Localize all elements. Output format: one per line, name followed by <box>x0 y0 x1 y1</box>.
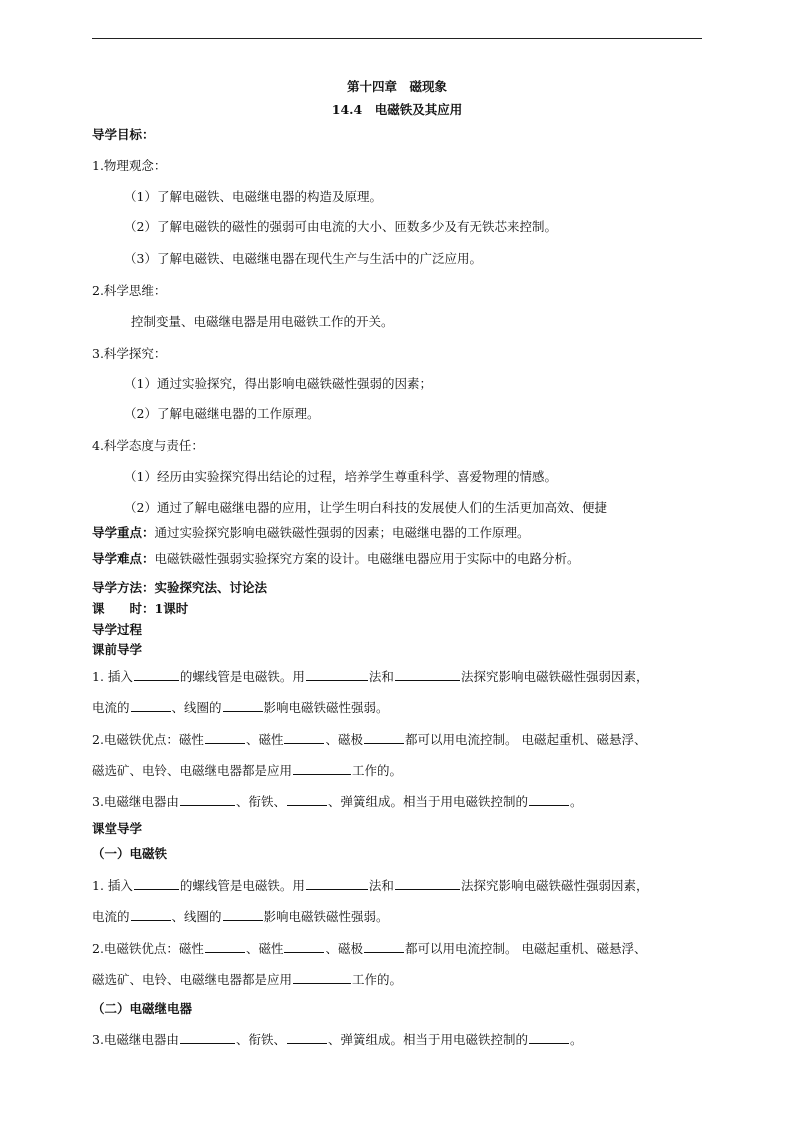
fill-blank[interactable] <box>306 876 368 890</box>
goal-4-title: 4.科学态度与责任： <box>92 438 204 453</box>
key-points-text: 通过实验探究影响电磁铁磁性强弱的因素；电磁继电器的工作原理。 <box>154 525 530 540</box>
fill-blank[interactable] <box>293 761 351 775</box>
fill-blank[interactable] <box>131 698 171 712</box>
class-q2-line2: 磁选矿、电铃、电磁继电器都是应用 工作的。 <box>92 972 403 987</box>
pre-q1-line1: 1. 插入 的螺线管是电磁铁。用 法和 法探究影响电磁铁磁性强弱因素， <box>92 669 649 684</box>
goal-1-sub-3: （3）了解电磁铁、电磁继电器在现代生产与生活中的广泛应用。 <box>124 251 482 266</box>
fill-blank[interactable] <box>529 1030 569 1044</box>
fill-blank[interactable] <box>284 939 324 953</box>
fill-blank[interactable] <box>134 876 179 890</box>
goal-3-sub-2: （2）了解电磁继电器的工作原理。 <box>124 406 320 421</box>
fill-blank[interactable] <box>205 939 245 953</box>
chapter-title: 第十四章 磁现象 <box>346 79 447 94</box>
pre-q2-line1: 2.电磁铁优点：磁性 、磁性 、磁极 都可以用电流控制。 电磁起重机、磁悬浮、 <box>92 732 647 747</box>
fill-blank[interactable] <box>223 907 263 921</box>
pre-class-heading: 课前导学 <box>92 642 143 657</box>
part1-heading: （一）电磁铁 <box>92 846 168 861</box>
fill-blank[interactable] <box>364 939 404 953</box>
class-q2-line1: 2.电磁铁优点：磁性 、磁性 、磁极 都可以用电流控制。 电磁起重机、磁悬浮、 <box>92 941 647 956</box>
goal-1-title: 1.物理观念： <box>92 158 167 173</box>
key-points <box>92 524 530 542</box>
goal-2-title: 2.科学思维： <box>92 283 167 298</box>
fill-blank[interactable] <box>287 1030 327 1044</box>
fill-blank[interactable] <box>395 876 460 890</box>
fill-blank[interactable] <box>529 792 569 806</box>
fill-blank[interactable] <box>223 698 263 712</box>
goals-heading: 导学目标： <box>92 127 155 142</box>
fill-blank[interactable] <box>284 730 324 744</box>
fill-blank[interactable] <box>180 1030 235 1044</box>
pre-q3: 3.电磁继电器由 、衔铁、 、弹簧组成。相当于用电磁铁控制的 。 <box>92 794 583 809</box>
fill-blank[interactable] <box>395 667 460 681</box>
fill-blank[interactable] <box>287 792 327 806</box>
pre-q2-line2: 磁选矿、电铃、电磁继电器都是应用 工作的。 <box>92 763 403 778</box>
in-class-heading: 课堂导学 <box>92 821 143 836</box>
class-q1-line1: 1. 插入 的螺线管是电磁铁。用 法和 法探究影响电磁铁磁性强弱因素， <box>92 878 649 893</box>
key-points-label: 导学重点： <box>92 525 155 540</box>
goal-4-sub-1: （1）经历由实验探究得出结论的过程，培养学生尊重科学、喜爱物理的情感。 <box>124 469 557 484</box>
fill-blank[interactable] <box>306 667 368 681</box>
header-rule <box>92 38 702 39</box>
section-title: 14.4 电磁铁及其应用 <box>331 102 463 117</box>
goal-1-sub-1: （1）了解电磁铁、电磁继电器的构造及原理。 <box>124 189 382 204</box>
fill-blank[interactable] <box>293 970 351 984</box>
difficulties-label: 导学难点： <box>92 551 155 566</box>
fill-blank[interactable] <box>205 730 245 744</box>
process-heading: 导学过程 <box>92 622 143 637</box>
goal-3-title: 3.科学探究： <box>92 346 167 361</box>
fill-blank[interactable] <box>134 667 179 681</box>
fill-blank[interactable] <box>364 730 404 744</box>
class-q1-line2: 电流的 、线圈的 影响电磁铁磁性强弱。 <box>92 909 389 924</box>
fill-blank[interactable] <box>131 907 171 921</box>
goal-1-sub-2: （2）了解电磁铁的磁性的强弱可由电流的大小、匝数多少及有无铁芯来控制。 <box>124 219 557 234</box>
pre-q1-line2: 电流的 、线圈的 影响电磁铁磁性强弱。 <box>92 700 389 715</box>
difficulties-text: 电磁铁磁性强弱实验探究方案的设计。电磁继电器应用于实际中的电路分析。 <box>154 551 580 566</box>
goal-3-sub-1: （1）通过实验探究，得出影响电磁铁磁性强弱的因素； <box>124 376 432 391</box>
period: 课 时：1课时 <box>92 601 189 616</box>
fill-blank[interactable] <box>180 792 235 806</box>
goal-4-sub-2: （2）通过了解电磁继电器的应用，让学生明白科技的发展使人们的生活更加高效、便捷 <box>124 500 607 515</box>
class-q3: 3.电磁继电器由 、衔铁、 、弹簧组成。相当于用电磁铁控制的 。 <box>92 1032 583 1047</box>
part2-heading: （二）电磁继电器 <box>92 1001 193 1016</box>
goal-2-sub-1: 控制变量、电磁继电器是用电磁铁工作的开关。 <box>131 314 394 329</box>
methods: 导学方法：实验探究法、讨论法 <box>92 580 268 595</box>
difficulties <box>92 550 580 568</box>
